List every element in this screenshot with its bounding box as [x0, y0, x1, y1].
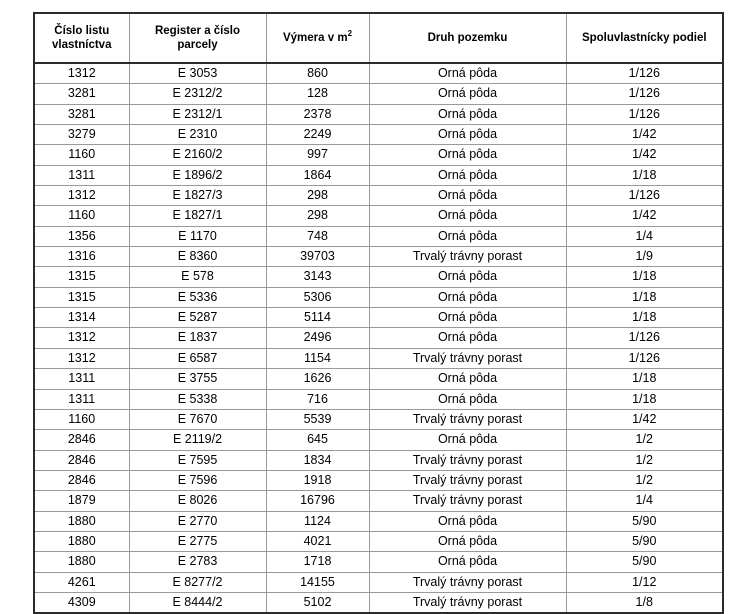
table-header	[34, 13, 723, 63]
cell-register-a-cislo-parcely: E 5336	[129, 287, 266, 307]
cell-cislo-listu-vlastnictva: 3279	[34, 125, 129, 145]
cell-vymera: 645	[266, 430, 369, 450]
cell-spoluvlastnicky-podiel: 1/42	[566, 206, 723, 226]
table-row	[34, 430, 723, 450]
cell-spoluvlastnicky-podiel: 1/18	[566, 369, 723, 389]
table-row	[34, 369, 723, 389]
cell-druh-pozemku: Trvalý trávny porast	[369, 572, 566, 592]
cell-cislo-listu-vlastnictva: 1311	[34, 369, 129, 389]
table-header-row	[34, 13, 723, 63]
table-row	[34, 84, 723, 104]
cell-spoluvlastnicky-podiel: 1/126	[566, 104, 723, 124]
cell-cislo-listu-vlastnictva: 1315	[34, 267, 129, 287]
table-row	[34, 145, 723, 165]
table-row	[34, 450, 723, 470]
cell-vymera: 748	[266, 226, 369, 246]
cell-register-a-cislo-parcely: E 2160/2	[129, 145, 266, 165]
table-row	[34, 389, 723, 409]
cell-register-a-cislo-parcely: E 3053	[129, 63, 266, 84]
cell-register-a-cislo-parcely: E 6587	[129, 348, 266, 368]
table-row	[34, 470, 723, 490]
cell-cislo-listu-vlastnictva: 1356	[34, 226, 129, 246]
cell-register-a-cislo-parcely: E 8277/2	[129, 572, 266, 592]
cell-druh-pozemku: Trvalý trávny porast	[369, 450, 566, 470]
cell-spoluvlastnicky-podiel: 1/18	[566, 287, 723, 307]
cell-vymera: 1864	[266, 165, 369, 185]
column-header-line-1: Druh pozemku	[427, 32, 508, 44]
parcel-table-container	[33, 12, 722, 614]
column-header-text: Výmera v m	[282, 32, 348, 44]
table-row	[34, 348, 723, 368]
cell-cislo-listu-vlastnictva: 2846	[34, 430, 129, 450]
cell-vymera: 14155	[266, 572, 369, 592]
column-header-cislo-listu-vlastnictva	[34, 13, 129, 63]
cell-cislo-listu-vlastnictva: 1312	[34, 63, 129, 84]
cell-druh-pozemku: Orná pôda	[369, 511, 566, 531]
table-row	[34, 409, 723, 429]
cell-cislo-listu-vlastnictva: 1312	[34, 186, 129, 206]
cell-cislo-listu-vlastnictva: 1879	[34, 491, 129, 511]
cell-vymera: 2378	[266, 104, 369, 124]
table-row	[34, 186, 723, 206]
cell-spoluvlastnicky-podiel: 1/12	[566, 572, 723, 592]
cell-vymera: 5102	[266, 592, 369, 613]
column-header-druh-pozemku	[369, 13, 566, 63]
cell-cislo-listu-vlastnictva: 1160	[34, 409, 129, 429]
cell-druh-pozemku: Trvalý trávny porast	[369, 348, 566, 368]
cell-spoluvlastnicky-podiel: 1/9	[566, 247, 723, 267]
column-header-line-1: Register a číslo	[154, 25, 240, 37]
table-row	[34, 247, 723, 267]
cell-cislo-listu-vlastnictva: 1880	[34, 511, 129, 531]
cell-register-a-cislo-parcely: E 5338	[129, 389, 266, 409]
cell-vymera: 5306	[266, 287, 369, 307]
cell-druh-pozemku: Trvalý trávny porast	[369, 470, 566, 490]
table-row	[34, 511, 723, 531]
cell-druh-pozemku: Orná pôda	[369, 531, 566, 551]
cell-druh-pozemku: Orná pôda	[369, 430, 566, 450]
cell-druh-pozemku: Orná pôda	[369, 308, 566, 328]
cell-spoluvlastnicky-podiel: 1/2	[566, 450, 723, 470]
table-row	[34, 63, 723, 84]
cell-register-a-cislo-parcely: E 1896/2	[129, 165, 266, 185]
cell-cislo-listu-vlastnictva: 2846	[34, 450, 129, 470]
cell-vymera: 298	[266, 206, 369, 226]
cell-register-a-cislo-parcely: E 8026	[129, 491, 266, 511]
cell-register-a-cislo-parcely: E 2783	[129, 552, 266, 572]
cell-register-a-cislo-parcely: E 2310	[129, 125, 266, 145]
cell-vymera: 1718	[266, 552, 369, 572]
cell-druh-pozemku: Trvalý trávny porast	[369, 247, 566, 267]
cell-vymera: 1626	[266, 369, 369, 389]
cell-spoluvlastnicky-podiel: 1/4	[566, 491, 723, 511]
cell-druh-pozemku: Orná pôda	[369, 389, 566, 409]
cell-vymera: 2496	[266, 328, 369, 348]
cell-vymera: 2249	[266, 125, 369, 145]
cell-spoluvlastnicky-podiel: 1/18	[566, 165, 723, 185]
cell-cislo-listu-vlastnictva: 4261	[34, 572, 129, 592]
square-metre-exponent: 2	[347, 29, 353, 39]
table-row	[34, 287, 723, 307]
cell-cislo-listu-vlastnictva: 1315	[34, 287, 129, 307]
cell-register-a-cislo-parcely: E 7596	[129, 470, 266, 490]
cell-vymera: 16796	[266, 491, 369, 511]
cell-spoluvlastnicky-podiel: 1/2	[566, 470, 723, 490]
table-row	[34, 206, 723, 226]
column-header-line-2: parcely	[177, 39, 218, 51]
cell-spoluvlastnicky-podiel: 1/18	[566, 308, 723, 328]
table-row	[34, 531, 723, 551]
cell-register-a-cislo-parcely: E 3755	[129, 369, 266, 389]
cell-spoluvlastnicky-podiel: 5/90	[566, 511, 723, 531]
cell-spoluvlastnicky-podiel: 1/42	[566, 125, 723, 145]
cell-register-a-cislo-parcely: E 7595	[129, 450, 266, 470]
cell-cislo-listu-vlastnictva: 4309	[34, 592, 129, 613]
cell-druh-pozemku: Orná pôda	[369, 186, 566, 206]
cell-druh-pozemku: Orná pôda	[369, 369, 566, 389]
cell-druh-pozemku: Orná pôda	[369, 206, 566, 226]
cell-cislo-listu-vlastnictva: 1311	[34, 389, 129, 409]
column-header-register-a-cislo-parcely	[129, 13, 266, 63]
cell-druh-pozemku: Orná pôda	[369, 552, 566, 572]
cell-spoluvlastnicky-podiel: 1/42	[566, 409, 723, 429]
cell-cislo-listu-vlastnictva: 1312	[34, 328, 129, 348]
table-row	[34, 328, 723, 348]
cell-vymera: 5114	[266, 308, 369, 328]
cell-druh-pozemku: Orná pôda	[369, 104, 566, 124]
cell-vymera: 716	[266, 389, 369, 409]
cell-druh-pozemku: Trvalý trávny porast	[369, 592, 566, 613]
column-header-vymera	[266, 13, 369, 63]
cell-druh-pozemku: Orná pôda	[369, 165, 566, 185]
cell-vymera: 128	[266, 84, 369, 104]
cell-register-a-cislo-parcely: E 2312/2	[129, 84, 266, 104]
table-body	[34, 63, 723, 613]
parcel-table	[33, 12, 724, 614]
cell-register-a-cislo-parcely: E 1827/3	[129, 186, 266, 206]
cell-spoluvlastnicky-podiel: 1/126	[566, 186, 723, 206]
cell-vymera: 1918	[266, 470, 369, 490]
column-header-line-2: vlastníctva	[52, 39, 112, 51]
cell-druh-pozemku: Orná pôda	[369, 267, 566, 287]
cell-spoluvlastnicky-podiel: 5/90	[566, 552, 723, 572]
cell-druh-pozemku: Orná pôda	[369, 226, 566, 246]
cell-spoluvlastnicky-podiel: 1/2	[566, 430, 723, 450]
cell-spoluvlastnicky-podiel: 1/18	[566, 389, 723, 409]
cell-spoluvlastnicky-podiel: 1/4	[566, 226, 723, 246]
cell-spoluvlastnicky-podiel: 1/8	[566, 592, 723, 613]
table-row	[34, 572, 723, 592]
cell-spoluvlastnicky-podiel: 1/126	[566, 348, 723, 368]
cell-druh-pozemku: Orná pôda	[369, 328, 566, 348]
cell-cislo-listu-vlastnictva: 3281	[34, 84, 129, 104]
table-row	[34, 592, 723, 613]
cell-spoluvlastnicky-podiel: 5/90	[566, 531, 723, 551]
table-row	[34, 267, 723, 287]
cell-register-a-cislo-parcely: E 5287	[129, 308, 266, 328]
cell-register-a-cislo-parcely: E 2312/1	[129, 104, 266, 124]
table-row	[34, 104, 723, 124]
column-header-line-1: Číslo listu	[54, 25, 110, 37]
cell-druh-pozemku: Orná pôda	[369, 145, 566, 165]
cell-register-a-cislo-parcely: E 2119/2	[129, 430, 266, 450]
cell-spoluvlastnicky-podiel: 1/126	[566, 328, 723, 348]
cell-register-a-cislo-parcely: E 1837	[129, 328, 266, 348]
column-header-line-1	[271, 31, 365, 45]
cell-vymera: 5539	[266, 409, 369, 429]
cell-druh-pozemku: Orná pôda	[369, 84, 566, 104]
cell-vymera: 1834	[266, 450, 369, 470]
cell-spoluvlastnicky-podiel: 1/126	[566, 63, 723, 84]
column-header-line-1: Spoluvlastnícky podiel	[581, 32, 707, 44]
cell-cislo-listu-vlastnictva: 1880	[34, 552, 129, 572]
table-row	[34, 125, 723, 145]
cell-register-a-cislo-parcely: E 1170	[129, 226, 266, 246]
cell-druh-pozemku: Trvalý trávny porast	[369, 491, 566, 511]
cell-register-a-cislo-parcely: E 8444/2	[129, 592, 266, 613]
cell-cislo-listu-vlastnictva: 1316	[34, 247, 129, 267]
cell-spoluvlastnicky-podiel: 1/126	[566, 84, 723, 104]
cell-spoluvlastnicky-podiel: 1/42	[566, 145, 723, 165]
table-row	[34, 552, 723, 572]
cell-cislo-listu-vlastnictva: 1880	[34, 531, 129, 551]
cell-cislo-listu-vlastnictva: 2846	[34, 470, 129, 490]
cell-spoluvlastnicky-podiel: 1/18	[566, 267, 723, 287]
cell-register-a-cislo-parcely: E 1827/1	[129, 206, 266, 226]
cell-register-a-cislo-parcely: E 7670	[129, 409, 266, 429]
cell-cislo-listu-vlastnictva: 1314	[34, 308, 129, 328]
cell-register-a-cislo-parcely: E 2775	[129, 531, 266, 551]
cell-vymera: 1154	[266, 348, 369, 368]
cell-vymera: 39703	[266, 247, 369, 267]
table-row	[34, 226, 723, 246]
cell-register-a-cislo-parcely: E 2770	[129, 511, 266, 531]
cell-druh-pozemku: Trvalý trávny porast	[369, 409, 566, 429]
cell-register-a-cislo-parcely: E 578	[129, 267, 266, 287]
table-row	[34, 308, 723, 328]
cell-cislo-listu-vlastnictva: 1311	[34, 165, 129, 185]
cell-vymera: 997	[266, 145, 369, 165]
cell-vymera: 3143	[266, 267, 369, 287]
cell-druh-pozemku: Orná pôda	[369, 287, 566, 307]
cell-cislo-listu-vlastnictva: 1160	[34, 206, 129, 226]
cell-vymera: 860	[266, 63, 369, 84]
column-header-spoluvlastnicky-podiel	[566, 13, 723, 63]
cell-cislo-listu-vlastnictva: 1160	[34, 145, 129, 165]
cell-druh-pozemku: Orná pôda	[369, 125, 566, 145]
table-row	[34, 491, 723, 511]
cell-vymera: 1124	[266, 511, 369, 531]
cell-vymera: 298	[266, 186, 369, 206]
cell-register-a-cislo-parcely: E 8360	[129, 247, 266, 267]
table-row	[34, 165, 723, 185]
cell-druh-pozemku: Orná pôda	[369, 63, 566, 84]
cell-cislo-listu-vlastnictva: 3281	[34, 104, 129, 124]
cell-cislo-listu-vlastnictva: 1312	[34, 348, 129, 368]
cell-vymera: 4021	[266, 531, 369, 551]
